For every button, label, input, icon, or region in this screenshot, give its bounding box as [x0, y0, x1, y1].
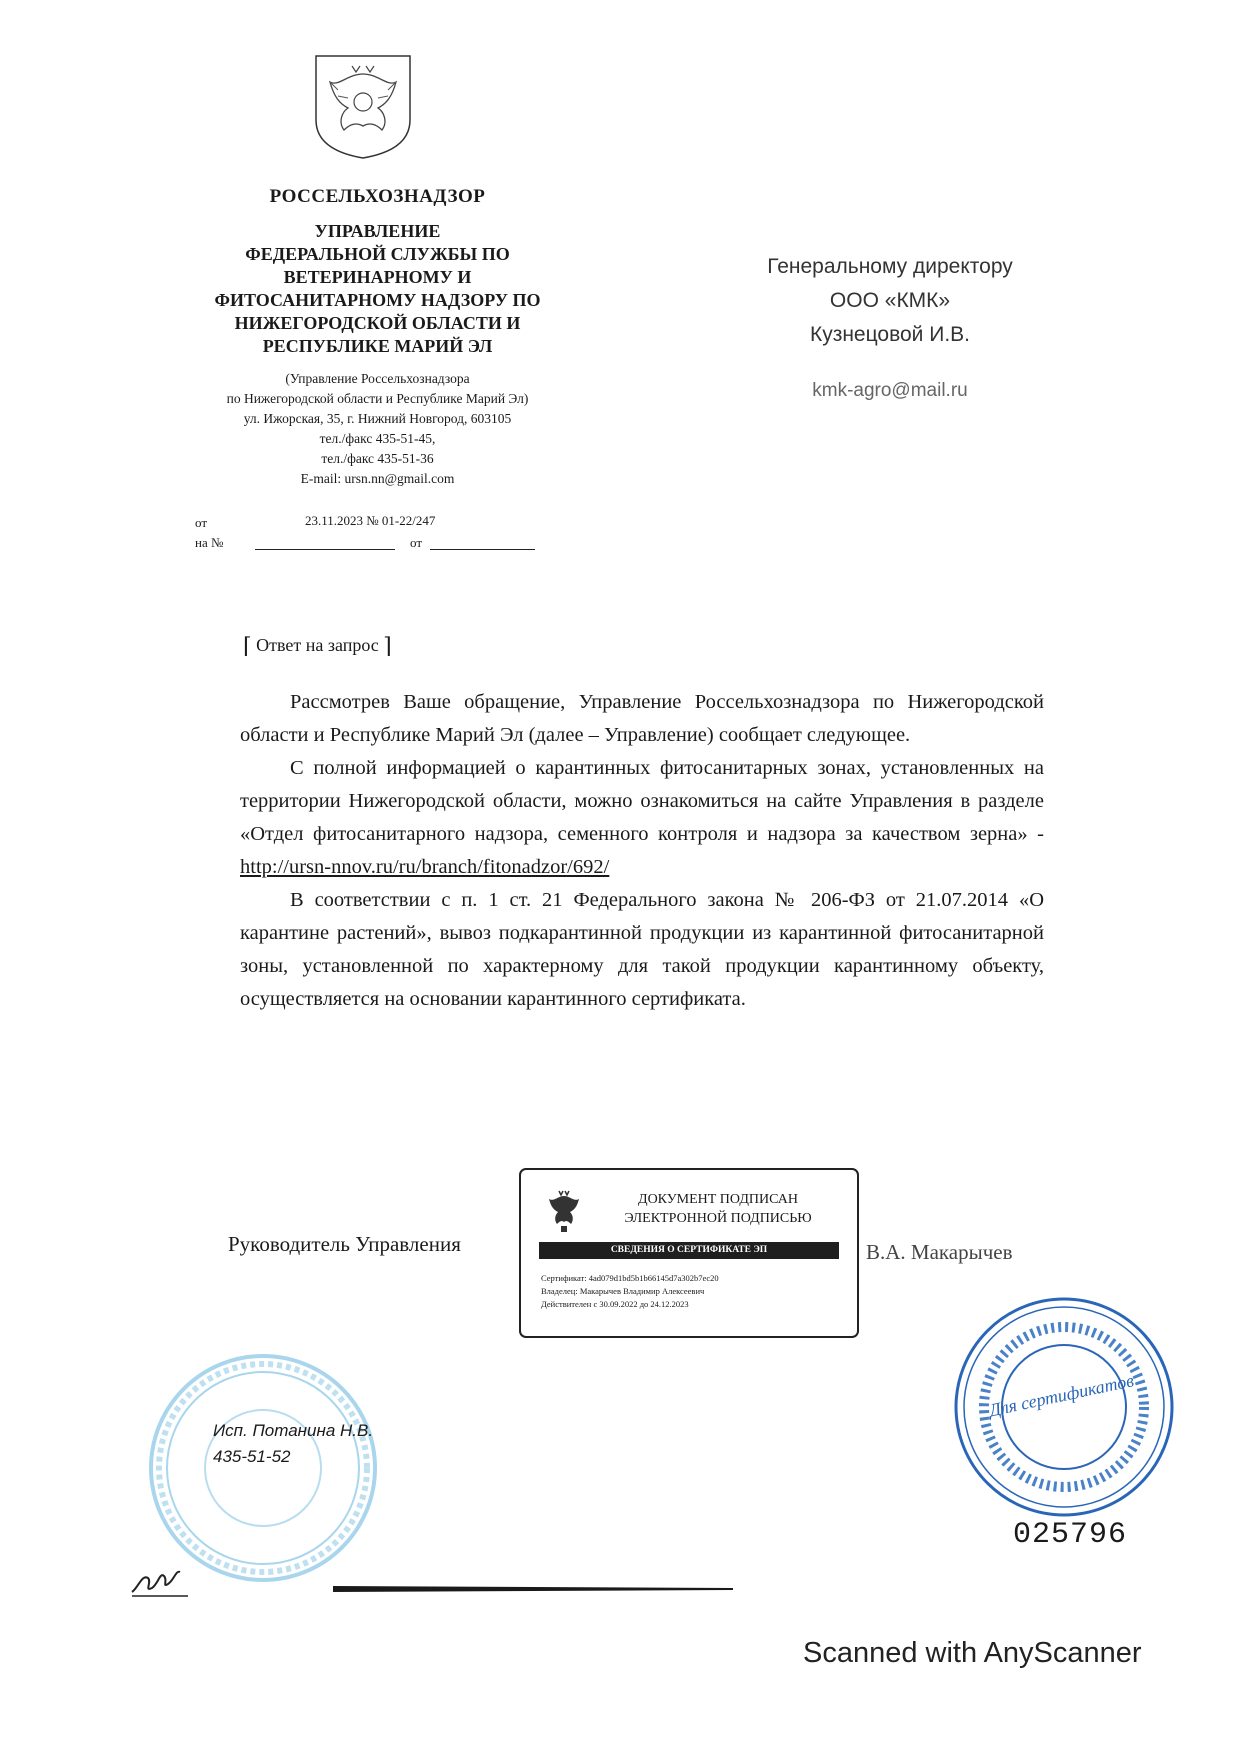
certificate-number: Сертификат: 4ad079d1bd5b1b66145d7a302b7ec20	[541, 1273, 719, 1283]
serial-number: 025796	[1013, 1518, 1128, 1552]
org-line: РЕСПУБЛИКЕ МАРИЙ ЭЛ	[262, 336, 493, 356]
subject-line	[243, 631, 392, 657]
bracket-open-icon: ⌈	[243, 633, 252, 658]
bracket-close-icon: ⌉	[383, 633, 392, 658]
contact-line: тел./факс 435-51-45,	[319, 431, 436, 446]
e-signature-title	[593, 1190, 843, 1228]
organization-contacts	[180, 369, 575, 489]
e-signature-title-line: ЭЛЕКТРОННОЙ ПОДПИСЬЮ	[624, 1211, 812, 1226]
org-line: ФЕДЕРАЛЬНОЙ СЛУЖБЫ ПО	[245, 244, 510, 264]
addressee-name: Кузнецовой И.В.	[809, 323, 971, 346]
subject-text: Ответ на запрос	[256, 635, 379, 655]
org-line: УПРАВЛЕНИЕ	[314, 221, 441, 241]
contact-line: (Управление Россельхознадзора	[285, 371, 470, 386]
reference-of-label: от	[410, 535, 423, 550]
executor-name: Исп. Потанина Н.В.	[213, 1421, 374, 1440]
contact-line: ул. Ижорская, 35, г. Нижний Новгород, 603105	[243, 411, 512, 426]
letter-body	[240, 686, 1044, 1016]
org-line: ФИТОСАНИТАРНОМУ НАДЗОРУ ПО	[214, 290, 541, 310]
eagle-emblem-icon	[543, 1188, 585, 1234]
contact-line: по Нижегородской области и Республике Марий Эл)	[226, 391, 529, 406]
executor-block	[213, 1418, 373, 1470]
handwritten-signature	[128, 1552, 198, 1600]
certificate-info-bar: СВЕДЕНИЯ О СЕРТИФИКАТЕ ЭП	[539, 1242, 839, 1259]
certificate-validity: Действителен с 30.09.2022 до 24.12.2023	[541, 1299, 689, 1309]
company-seal-right	[950, 1293, 1178, 1521]
reference-number-field	[255, 549, 395, 550]
coat-of-arms-emblem	[308, 52, 418, 160]
body-paragraph-text: С полной информацией о карантинных фитосанитарных зонах, установленных на территории Нижегородской области, можно ознакомиться на сайте Управления в разделе «Отдел фитосанитарного надзора, семенного контроля и надзора за качеством зерна» -	[240, 757, 1044, 845]
addressee-position: Генеральному директору	[767, 255, 1013, 278]
body-paragraph: В соответствии с п. 1 ст. 21 Федерального закона № 206-ФЗ от 21.07.2014 «О карантине растений», вывоз подкарантинной продукции из карантинной фитосанитарной зоны, установленной по характерному для такой продукции карантинному объекту, осуществляется на основании карантинного сертификата.	[240, 889, 1044, 1010]
addressee-email: kmk-agro@mail.ru	[812, 380, 968, 401]
scanner-watermark: Scanned with AnyScanner	[803, 1637, 1142, 1669]
reference-label: на №	[195, 535, 224, 550]
organization-block	[180, 186, 575, 358]
from-label: от	[195, 515, 208, 530]
org-line: ВЕТЕРИНАРНОМУ И	[283, 267, 472, 287]
executor-phone: 435-51-52	[213, 1447, 291, 1466]
reference-date-field	[430, 549, 535, 550]
signatory-name: В.А. Макарычев	[866, 1240, 1013, 1264]
page-edge-bar	[333, 1580, 733, 1590]
contact-line: тел./факс 435-51-36	[321, 451, 434, 466]
org-line: НИЖЕГОРОДСКОЙ ОБЛАСТИ И	[234, 313, 521, 333]
electronic-signature-stamp	[519, 1168, 859, 1338]
addressee-block	[700, 250, 1080, 408]
agency-name: РОССЕЛЬХОЗНАДЗОР	[269, 186, 486, 207]
certificate-owner: Владелец: Макарычев Владимир Алексеевич	[541, 1286, 705, 1296]
stamp-text: Для сертификатов	[987, 1370, 1136, 1421]
body-paragraph: Рассмотрев Ваше обращение, Управление Россельхознадзора по Нижегородской области и Республике Марий Эл (далее – Управление) сообщает следующее.	[240, 691, 1044, 746]
certificate-details	[541, 1272, 719, 1311]
document-date-number: 23.11.2023 № 01-22/247	[305, 513, 436, 528]
signatory-position: Руководитель Управления	[228, 1232, 461, 1256]
branch-link[interactable]: http://ursn-nnov.ru/ru/branch/fitonadzor/692/	[240, 856, 610, 878]
e-signature-title-line: ДОКУМЕНТ ПОДПИСАН	[638, 1192, 798, 1207]
contact-line: E-mail: ursn.nn@gmail.com	[300, 471, 455, 486]
body-paragraph	[240, 752, 1044, 884]
registration-block	[195, 515, 555, 555]
addressee-company: ООО «КМК»	[829, 289, 951, 312]
